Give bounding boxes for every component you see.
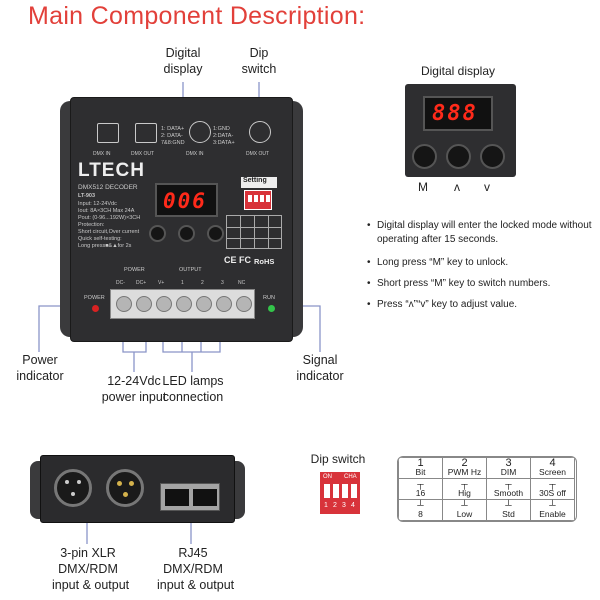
closeup-display-value: 888 xyxy=(432,101,478,126)
rj45-pinout: 1: DATA+ 2: DATA- 7&8:GND xyxy=(161,126,185,146)
down-key-button[interactable] xyxy=(207,225,224,242)
terminal-block xyxy=(110,289,255,319)
label-rj45: RJ45 DMX/RDM input & output xyxy=(157,546,235,592)
xlr-out-port xyxy=(106,469,144,507)
brand-logo: LTECH xyxy=(78,160,145,181)
dip-panel-title: Dip switch xyxy=(310,452,366,466)
power-led xyxy=(92,305,99,312)
up-key-label: ʌ xyxy=(454,180,460,194)
output-group-label: OUTPUT xyxy=(179,267,202,273)
terminal-label: 1 xyxy=(181,280,184,286)
page-title: Main Component Description: xyxy=(28,2,366,30)
power-led-label: POWER xyxy=(84,295,105,301)
dip-table-off-row: ┴ 8 ┴ Low ┴ Std ┴ Enable xyxy=(399,500,575,521)
display-value: 006 xyxy=(163,189,207,213)
device-setting-table xyxy=(226,215,282,249)
dip-number: 3 xyxy=(342,502,346,509)
terminal-label: V+ xyxy=(158,280,165,286)
note-item: • Digital display will enter the locked mode without operating after 15 seconds. xyxy=(367,220,592,245)
digital-display xyxy=(155,183,218,217)
label-xlr: 3-pin XLR DMX/RDM input & output xyxy=(52,546,130,592)
dip-switch-closeup[interactable] xyxy=(320,472,360,514)
port-label-3: DMX IN xyxy=(186,151,204,157)
display-panel-title: Digital display xyxy=(420,64,496,78)
rj45-in-icon xyxy=(97,123,119,143)
port-label-1: DMX IN xyxy=(93,151,111,157)
m-key-label: M xyxy=(418,180,428,194)
closeup-m-button[interactable] xyxy=(412,144,437,169)
run-led xyxy=(268,305,275,312)
terminal-label: NC xyxy=(238,280,246,286)
port-label-2: DMX OUT xyxy=(131,151,155,157)
terminal-label: 2 xyxy=(201,280,204,286)
dip-table-on-row: ┬ 16 ┬ Hig ┬ Smooth ┬ 30S off xyxy=(399,479,575,500)
closeup-up-button[interactable] xyxy=(446,144,471,169)
dip-cha-label: CHA xyxy=(344,474,357,480)
label-signal-indicator: Signal indicator xyxy=(296,353,344,383)
terminal-label: DC- xyxy=(116,280,125,286)
note-item: • Short press “M” key to switch numbers. xyxy=(367,278,551,289)
device-dip-switch[interactable] xyxy=(244,190,272,210)
model-number: LT-903 xyxy=(78,193,96,199)
spec-block: Input: 12-24Vdc Iout: 8A×3CH Max 24A Pout: (0-96...192W)×3CH Protection: Short circuit,Over current Quick self-testing: Long press■&▲for 2s xyxy=(78,201,141,249)
xlr-in-icon xyxy=(189,121,211,143)
rj45-ports xyxy=(160,483,220,511)
dip-table-header: 1 Bit 2 PWM Hz 3 DIM 4 Screen xyxy=(399,458,575,479)
ce-fc-mark: CE FC xyxy=(224,255,251,265)
port-label-4: DMX OUT xyxy=(246,151,270,157)
label-dip-switch: Dip switch xyxy=(241,46,277,76)
display-panel-closeup xyxy=(405,84,516,177)
m-key-button[interactable] xyxy=(149,225,166,242)
connector-side-view xyxy=(30,455,245,523)
label-power-input: 12-24Vdc power input xyxy=(101,374,167,404)
dip-number: 2 xyxy=(333,502,337,509)
dip-number: 1 xyxy=(324,502,328,509)
note-item: • Long press “M” key to unlock. xyxy=(367,257,509,268)
xlr-pinout: 1:GND 2:DATA- 3:DATA+ xyxy=(213,126,235,146)
label-digital-display: Digital display xyxy=(163,46,203,76)
setting-label: Setting xyxy=(241,177,277,188)
down-key-label: v xyxy=(484,180,490,194)
decoder-device xyxy=(60,97,303,342)
dip-number: 4 xyxy=(351,502,355,509)
dip-on-label: ON xyxy=(323,474,332,480)
power-group-label: POWER xyxy=(124,267,145,273)
up-key-button[interactable] xyxy=(178,225,195,242)
model-name: DMX512 DECODER xyxy=(78,184,138,191)
rj45-out-icon xyxy=(135,123,157,143)
rohs-mark: RoHS xyxy=(254,257,275,266)
closeup-display xyxy=(423,96,493,131)
note-item: • Press “ʌ”“v” key to adjust value. xyxy=(367,299,518,310)
xlr-out-icon xyxy=(249,121,271,143)
label-led-lamps: LED lamps connection xyxy=(162,374,224,404)
closeup-down-button[interactable] xyxy=(480,144,505,169)
terminal-label: 3 xyxy=(221,280,224,286)
xlr-in-port xyxy=(54,469,92,507)
terminal-label: DC+ xyxy=(136,280,147,286)
label-power-indicator: Power indicator xyxy=(16,353,64,383)
dip-table xyxy=(397,456,577,522)
run-led-label: RUN xyxy=(263,295,275,301)
